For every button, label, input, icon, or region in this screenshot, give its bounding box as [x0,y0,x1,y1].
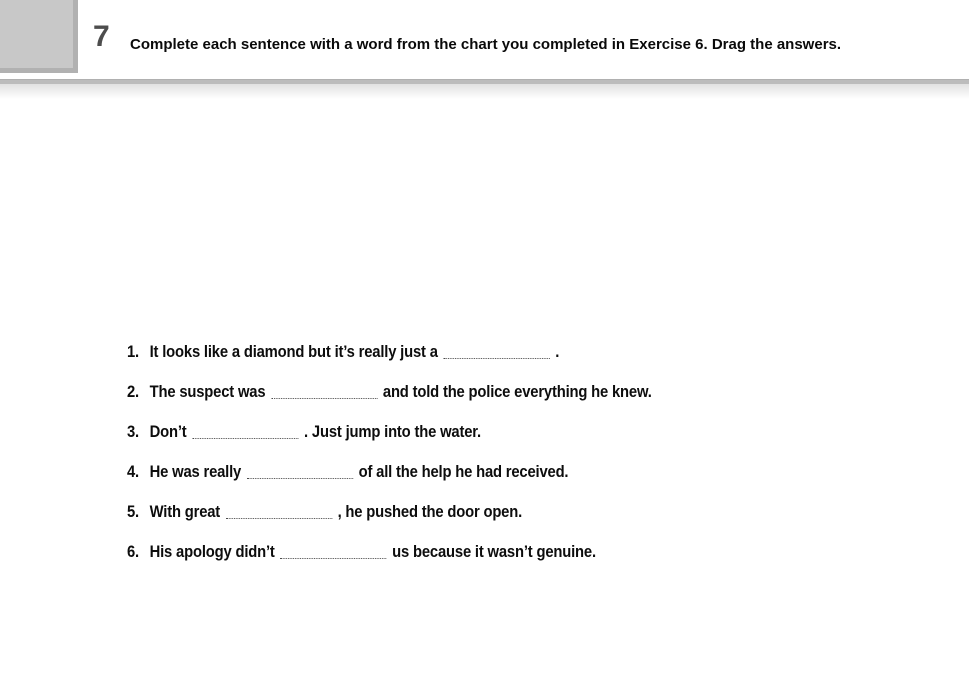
sentence-number: 1. [127,342,139,361]
sentence-before: He was really [149,462,242,481]
answer-blank-1[interactable] [443,345,549,359]
sentence-after: of all the help he had received. [358,462,569,481]
answer-blank-5[interactable] [226,505,332,519]
sentence-text [150,502,522,522]
header-shadow [0,84,969,99]
exercise-number: 7 [93,20,110,53]
sentence-before: The suspect was [149,382,266,401]
exercise-instruction: Complete each sentence with a word from the chart you completed in Exercise 6. Drag the answers. [130,36,842,53]
sentence-text [150,422,481,442]
sentence-number: 4. [127,462,139,481]
sentence-number: 5. [127,502,139,521]
sentence-after: . [555,342,560,361]
answer-blank-2[interactable] [271,385,377,399]
sentence-row [127,500,652,540]
sentence-after: and told the police everything he knew. [382,382,652,401]
sentence-row [127,460,652,500]
sentence-after: . Just jump into the water. [304,422,481,441]
sentence-list [127,340,730,580]
answer-blank-3[interactable] [192,425,298,439]
sentence-number: 3. [127,422,139,441]
sentence-text [150,382,652,402]
sentence-after: us because it wasn’t genuine. [392,542,596,561]
exercise-header [0,0,969,79]
sentence-text [150,462,569,482]
sentence-before: It looks like a diamond but it’s really just a [149,342,438,361]
sentence-before: With great [149,502,221,521]
corner-decoration [0,0,78,73]
answer-blank-4[interactable] [247,465,353,479]
sentence-after: , he pushed the door open. [337,502,523,521]
sentence-before: Don’t [149,422,187,441]
sentence-row [127,340,652,380]
sentence-row [127,420,652,460]
sentence-before: His apology didn’t [149,542,275,561]
sentence-row [127,380,652,420]
answer-blank-6[interactable] [280,545,386,559]
sentence-row [127,540,652,580]
sentence-number: 6. [127,542,139,561]
sentence-text [150,342,560,362]
sentence-number: 2. [127,382,139,401]
sentence-text [150,542,596,562]
